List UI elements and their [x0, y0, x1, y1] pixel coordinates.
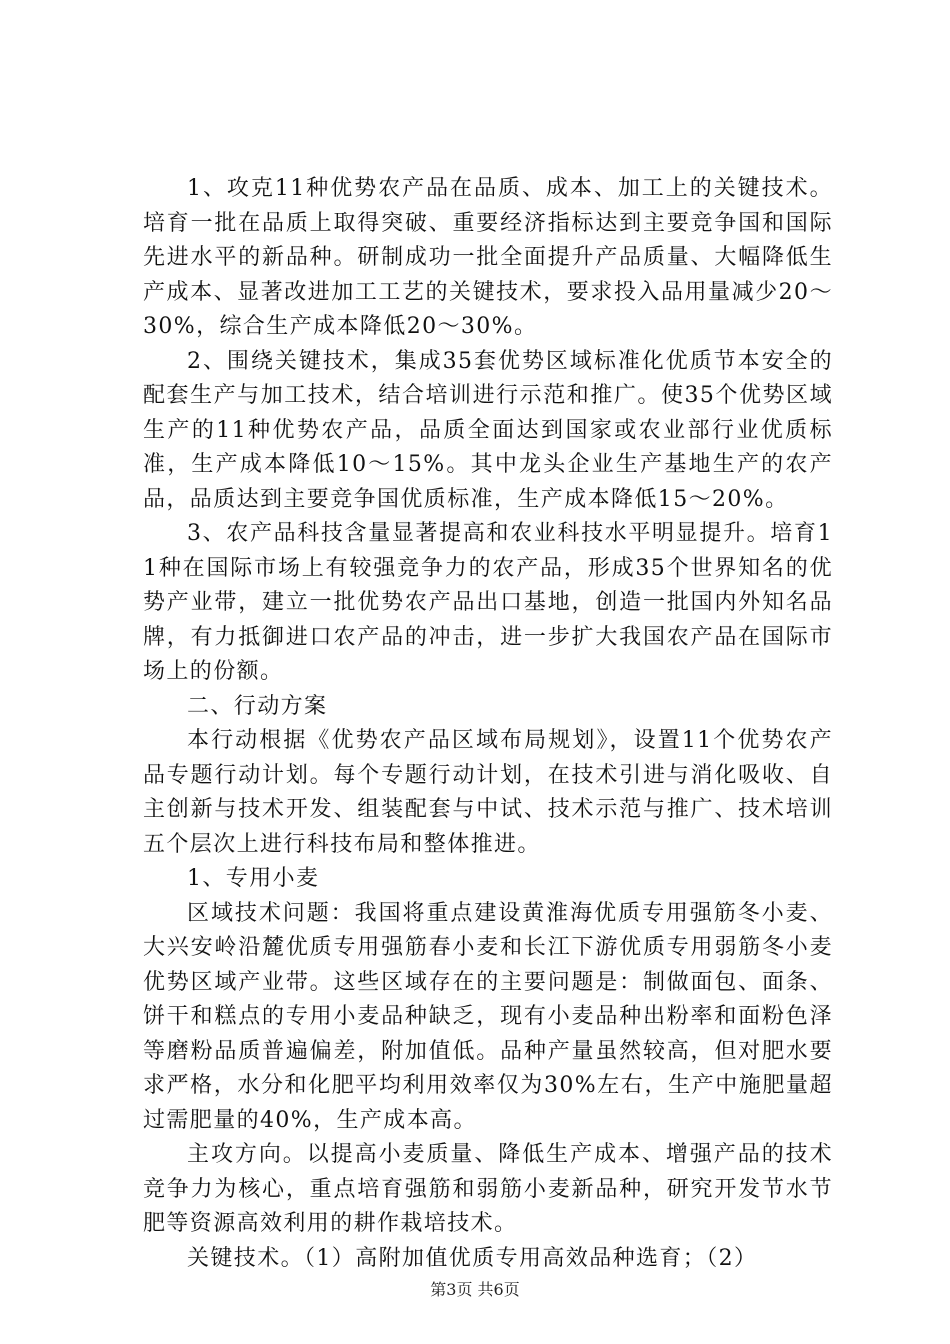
paragraph-main-direction: 主攻方向。以提高小麦质量、降低生产成本、增强产品的技术竞争力为核心，重点培育强筋和弱筋小麦新品种，研究开发节水节肥等资源高效利用的耕作栽培技术。: [143, 1142, 833, 1236]
subheading-special-wheat: 1、专用小麦: [187, 866, 320, 891]
paragraph-goal-3: 3、农产品科技含量显著提高和农业科技水平明显提升。培育11种在国际市场上有较强竞争力的农产品，形成35个世界知名的优势产业带，建立一批优势农产品出口基地，创造一批国内外知名品牌，有力抵御进口农产品的冲击，进一步扩大我国农产品在国际市场上的份额。: [143, 521, 833, 684]
paragraph-action-plan: 本行动根据《优势农产品区域布局规划》，设置11个优势农产品专题行动计划。每个专题行动计划，在技术引进与消化吸收、自主创新与技术开发、组装配套与中试、技术示范与推广、技术培训五个层次上进行科技布局和整体推进。: [143, 728, 833, 857]
section-heading-action-plan: 二、行动方案: [187, 693, 328, 719]
paragraph-goal-1: 1、攻克11种优势农产品在品质、成本、加工上的关键技术。培育一批在品质上取得突破、重要经济指标达到主要竞争国和国际先进水平的新品种。研制成功一批全面提升产品质量、大幅降低生产成本、显著改进加工工艺的关键技术，要求投入品用量减少20～30%，综合生产成本降低20～30%。: [143, 176, 833, 339]
paragraph-goal-2: 2、围绕关键技术，集成35套优势区域标准化优质节本安全的配套生产与加工技术，结合培训进行示范和推广。使35个优势区域生产的11种优势农产品，品质全面达到国家或农业部行业优质标准，生产成本降低10～15%。其中龙头企业生产基地生产的农产品，品质达到主要竞争国优质标准，生产成本降低15～20%。: [143, 348, 833, 512]
page-footer: 第3页 共6页: [430, 1280, 520, 1299]
document-body: [143, 172, 833, 1276]
paragraph-key-technologies: 关键技术。（1）高附加值优质专用高效品种选育；（2）: [187, 1245, 758, 1271]
paragraph-regional-issues: 区域技术问题：我国将重点建设黄淮海优质专用强筋冬小麦、大兴安岭沿麓优质专用强筋春小麦和长江下游优质专用弱筋冬小麦优势区域产业带。这些区域存在的主要问题是：制做面包、面条、饼干和糕点的专用小麦品种缺乏，现有小麦品种出粉率和面粉色泽等磨粉品质普遍偏差，附加值低。品种产量虽然较高，但对肥水要求严格，水分和化肥平均利用效率仅为30%左右，生产中施肥量超过需肥量的40%，生产成本高。: [143, 900, 833, 1133]
